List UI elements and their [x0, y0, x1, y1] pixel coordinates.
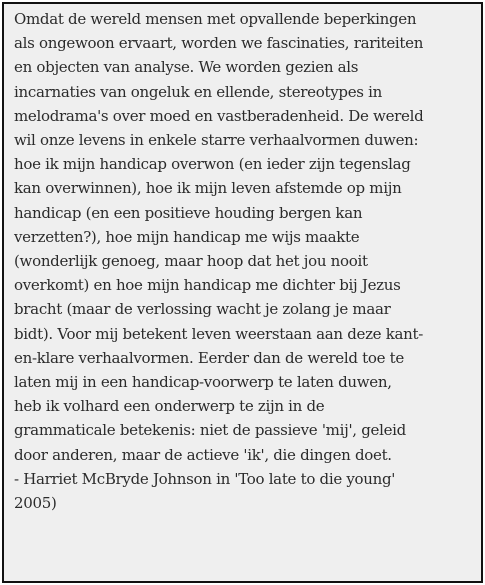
quote-line: kan overwinnen), hoe ik mijn leven afstemde op mijn: [14, 179, 402, 198]
quote-line: grammaticale betekenis: niet de passieve 'mij', geleid: [14, 421, 406, 440]
quote-line: incarnaties van ongeluk en ellende, stereotypes in: [14, 82, 382, 101]
quote-line: en-klare verhaalvormen. Eerder dan de wereld toe te: [14, 348, 404, 367]
quote-line: overkomt) en hoe mijn handicap me dichter bij Jezus: [14, 276, 401, 295]
quote-line: (wonderlijk genoeg, maar hoop dat het jou nooit: [14, 252, 368, 271]
quote-text: [14, 7, 480, 515]
quote-line: bidt). Voor mij betekent leven weerstaan aan deze kant-: [14, 324, 424, 343]
quote-line: verzetten?), hoe mijn handicap me wijs maakte: [14, 227, 360, 246]
quote-attribution-year: 2005): [14, 494, 57, 513]
quote-line: bracht (maar de verlossing wacht je zolang je maar: [14, 300, 391, 319]
quote-line: wil onze levens in enkele starre verhaalvormen duwen:: [14, 131, 419, 150]
quote-line: handicap (en een positieve houding bergen kan: [14, 203, 363, 222]
quote-box: [2, 2, 483, 583]
quote-line: en objecten van analyse. We worden gezien als: [14, 58, 359, 77]
quote-attribution: - Harriet McBryde Johnson in 'Too late to die young': [14, 469, 396, 488]
quote-line: melodrama's over moed en vastberadenheid. De wereld: [14, 106, 424, 125]
quote-line: Omdat de wereld mensen met opvallende beperkingen: [14, 10, 417, 28]
quote-line: hoe ik mijn handicap overwon (en ieder zijn tegenslag: [14, 155, 411, 174]
quote-line: door anderen, maar de actieve 'ik', die dingen doet.: [14, 445, 392, 464]
quote-line: laten mij in een handicap-voorwerp te laten duwen,: [14, 373, 392, 392]
quote-line: als ongewoon ervaart, worden we fascinaties, rariteiten: [14, 34, 424, 53]
quote-line: heb ik volhard een onderwerp te zijn in de: [14, 397, 325, 416]
